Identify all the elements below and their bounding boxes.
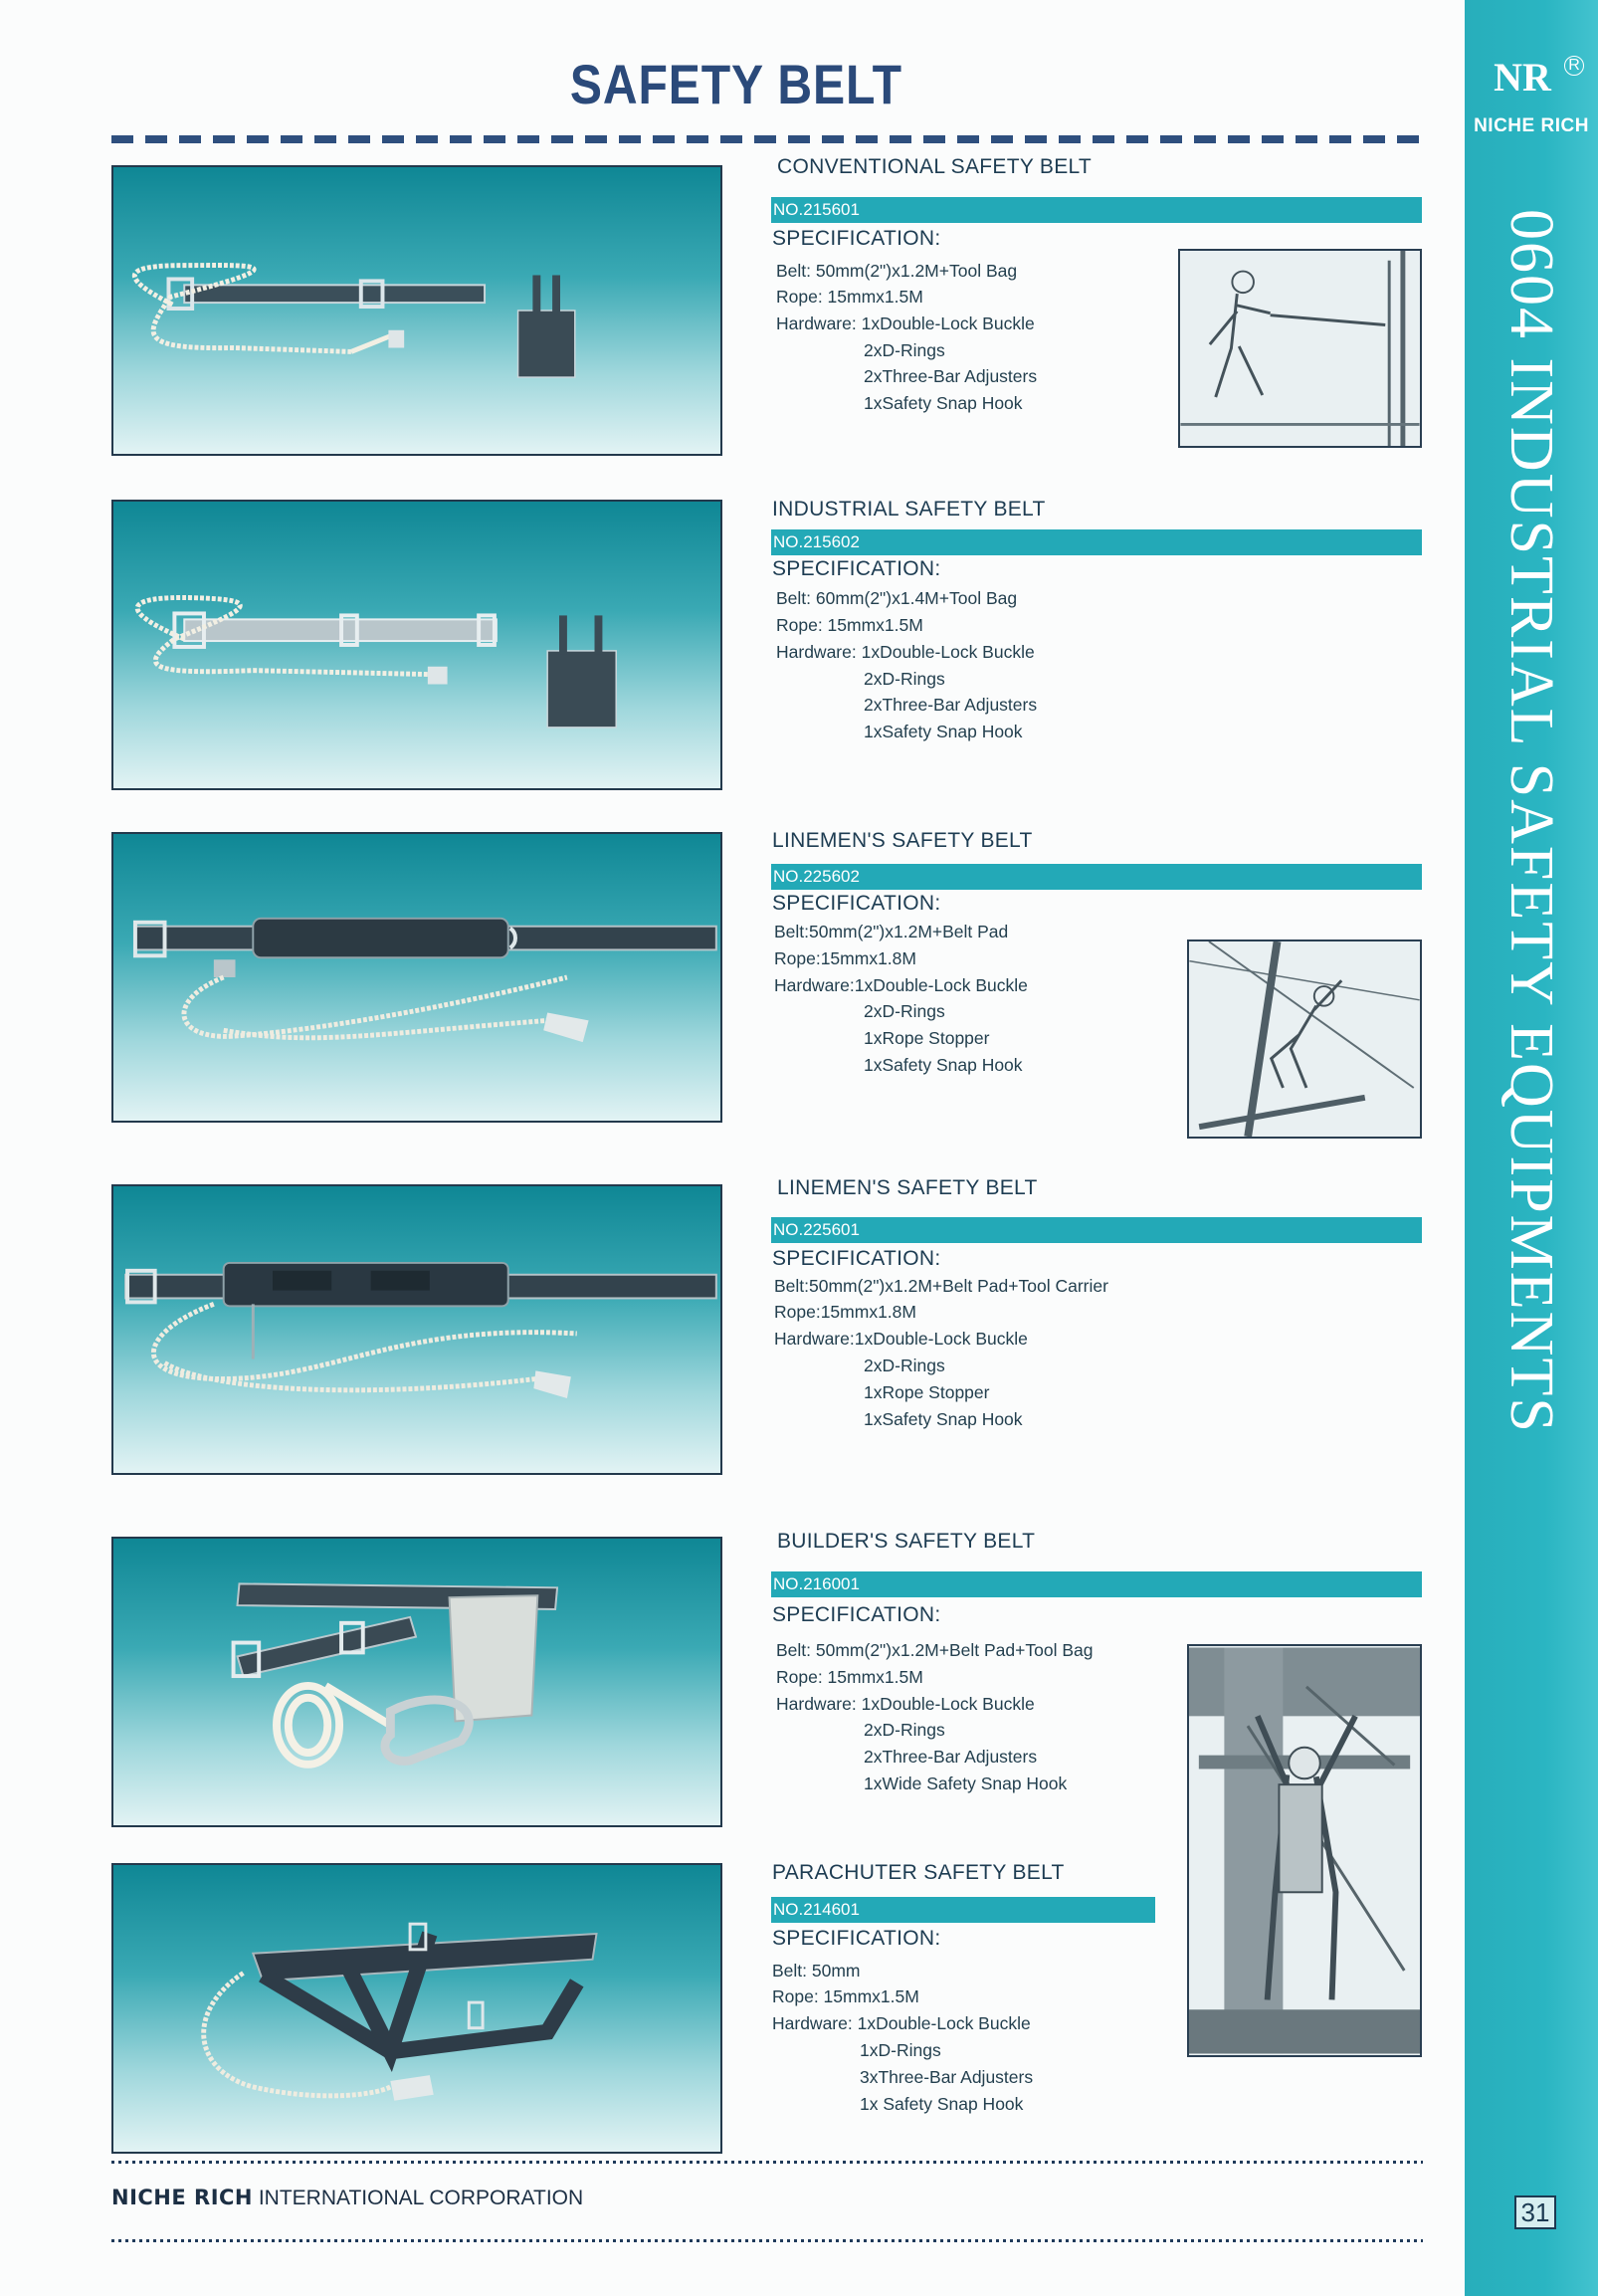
product-number-bar: NO.225602 <box>771 864 1422 890</box>
spec-line: Rope: 15mmx1.5M <box>776 1667 923 1687</box>
spec-heading: SPECIFICATION: <box>772 1247 941 1270</box>
spec-line: Hardware: 1xDouble-Lock Buckle <box>776 1694 1035 1714</box>
spec-line: 1xRope Stopper <box>864 1382 990 1402</box>
spec-heading: SPECIFICATION: <box>772 1927 941 1950</box>
spec-line: 2xD-Rings <box>864 1356 945 1375</box>
product-photo-parachuter-belt <box>111 1863 722 2154</box>
product-number-bar: NO.225601 <box>771 1217 1422 1243</box>
illustration-worker-on-scaffold <box>1178 249 1422 448</box>
product-number-bar: NO.215601 <box>771 197 1422 223</box>
spec-line: Rope: 15mmx1.5M <box>776 287 923 307</box>
footer-divider-top <box>111 2161 1423 2164</box>
spec-line: Belt:50mm(2")x1.2M+Belt Pad <box>774 922 1009 941</box>
footer-divider-bottom <box>111 2239 1423 2242</box>
product-photo-industrial-belt <box>111 500 722 790</box>
product-photo-linemen-belt-225602 <box>111 832 722 1123</box>
spec-heading: SPECIFICATION: <box>772 892 941 915</box>
spec-line: 2xD-Rings <box>864 1001 945 1021</box>
builder-belt-image <box>113 1539 720 1825</box>
spec-line: 1xSafety Snap Hook <box>864 393 1023 413</box>
spec-line: Belt: 50mm(2")x1.2M+Belt Pad+Tool Bag <box>776 1640 1094 1660</box>
spec-line: Belt:50mm(2")x1.2M+Belt Pad+Tool Carrier <box>774 1276 1108 1296</box>
brand-logo-mark: NR <box>1494 55 1551 100</box>
spec-line: 1xRope Stopper <box>864 1028 990 1048</box>
lineman-pole-sketch <box>1189 941 1420 1137</box>
spec-line: Hardware: 1xDouble-Lock Buckle <box>772 2013 1031 2033</box>
conventional-belt-image <box>113 167 720 454</box>
spec-heading: SPECIFICATION: <box>772 227 941 250</box>
section-vertical-title: 0604 INDUSTRIAL SAFETY EQUIPMENTS <box>1498 209 1565 1434</box>
product-photo-conventional-belt <box>111 165 722 456</box>
product-photo-builder-belt <box>111 1537 722 1827</box>
parachuter-harness-image <box>113 1865 720 2152</box>
spec-heading: SPECIFICATION: <box>772 557 941 580</box>
industrial-belt-image <box>113 502 720 788</box>
product-name: INDUSTRIAL SAFETY BELT <box>772 498 1046 521</box>
footer-company-name: INTERNATIONAL CORPORATION <box>253 2187 584 2209</box>
product-number-bar: NO.215602 <box>771 529 1422 555</box>
page-title: SAFETY BELT <box>569 53 902 115</box>
footer-brand: NICHE RICH <box>111 2186 254 2209</box>
spec-line: Rope: 15mmx1.5M <box>776 615 923 635</box>
illustration-lineman-on-pole <box>1187 939 1422 1139</box>
spec-line: 1xD-Rings <box>860 2040 941 2060</box>
spec-line: 2xThree-Bar Adjusters <box>864 366 1038 386</box>
product-name: CONVENTIONAL SAFETY BELT <box>777 155 1093 178</box>
product-number-bar: NO.216001 <box>771 1571 1422 1597</box>
linemen-belt-tool-carrier-image <box>113 1186 720 1473</box>
spec-line: 1xSafety Snap Hook <box>864 1409 1023 1429</box>
spec-line: Hardware: 1xDouble-Lock Buckle <box>776 642 1035 662</box>
product-photo-linemen-belt-225601 <box>111 1184 722 1475</box>
product-number-bar: NO.214601 <box>771 1897 1155 1923</box>
spec-line: Rope: 15mmx1.5M <box>772 1986 919 2006</box>
spec-line: 1xSafety Snap Hook <box>864 1055 1023 1075</box>
spec-heading: SPECIFICATION: <box>772 1603 941 1626</box>
product-name: PARACHUTER SAFETY BELT <box>772 1861 1065 1884</box>
builder-steel-frame-sketch <box>1189 1646 1420 2055</box>
title-divider <box>111 135 1423 143</box>
spec-line: Hardware:1xDouble-Lock Buckle <box>774 975 1028 995</box>
registered-icon: R <box>1564 56 1584 76</box>
worker-scaffold-sketch <box>1180 251 1420 446</box>
spec-line: 1xSafety Snap Hook <box>864 722 1023 741</box>
spec-line: 2xThree-Bar Adjusters <box>864 695 1038 715</box>
linemen-belt-image <box>113 834 720 1121</box>
page-number: 31 <box>1514 2195 1556 2229</box>
spec-line: Hardware: 1xDouble-Lock Buckle <box>776 313 1035 333</box>
spec-line: 2xD-Rings <box>864 669 945 689</box>
spec-line: 1x Safety Snap Hook <box>860 2094 1024 2114</box>
product-name: BUILDER'S SAFETY BELT <box>777 1530 1036 1553</box>
product-name: LINEMEN'S SAFETY BELT <box>772 829 1033 852</box>
product-name: LINEMEN'S SAFETY BELT <box>777 1176 1038 1199</box>
spec-line: 1xWide Safety Snap Hook <box>864 1774 1068 1793</box>
spec-line: 3xThree-Bar Adjusters <box>860 2067 1034 2087</box>
spec-line: Belt: 50mm <box>772 1961 861 1981</box>
spec-line: Rope:15mmx1.8M <box>774 948 916 968</box>
spec-line: Rope:15mmx1.8M <box>774 1302 916 1322</box>
illustration-builder-on-steel-frame <box>1187 1644 1422 2057</box>
footer-company <box>111 2186 583 2210</box>
spec-line: 2xD-Rings <box>864 340 945 360</box>
brand-logo-name: NICHE RICH <box>1474 115 1589 136</box>
spec-line: Hardware:1xDouble-Lock Buckle <box>774 1329 1028 1349</box>
spec-line: Belt: 50mm(2")x1.2M+Tool Bag <box>776 261 1018 281</box>
spec-line: Belt: 60mm(2")x1.4M+Tool Bag <box>776 588 1018 608</box>
spec-line: 2xThree-Bar Adjusters <box>864 1747 1038 1767</box>
spec-line: 2xD-Rings <box>864 1720 945 1740</box>
